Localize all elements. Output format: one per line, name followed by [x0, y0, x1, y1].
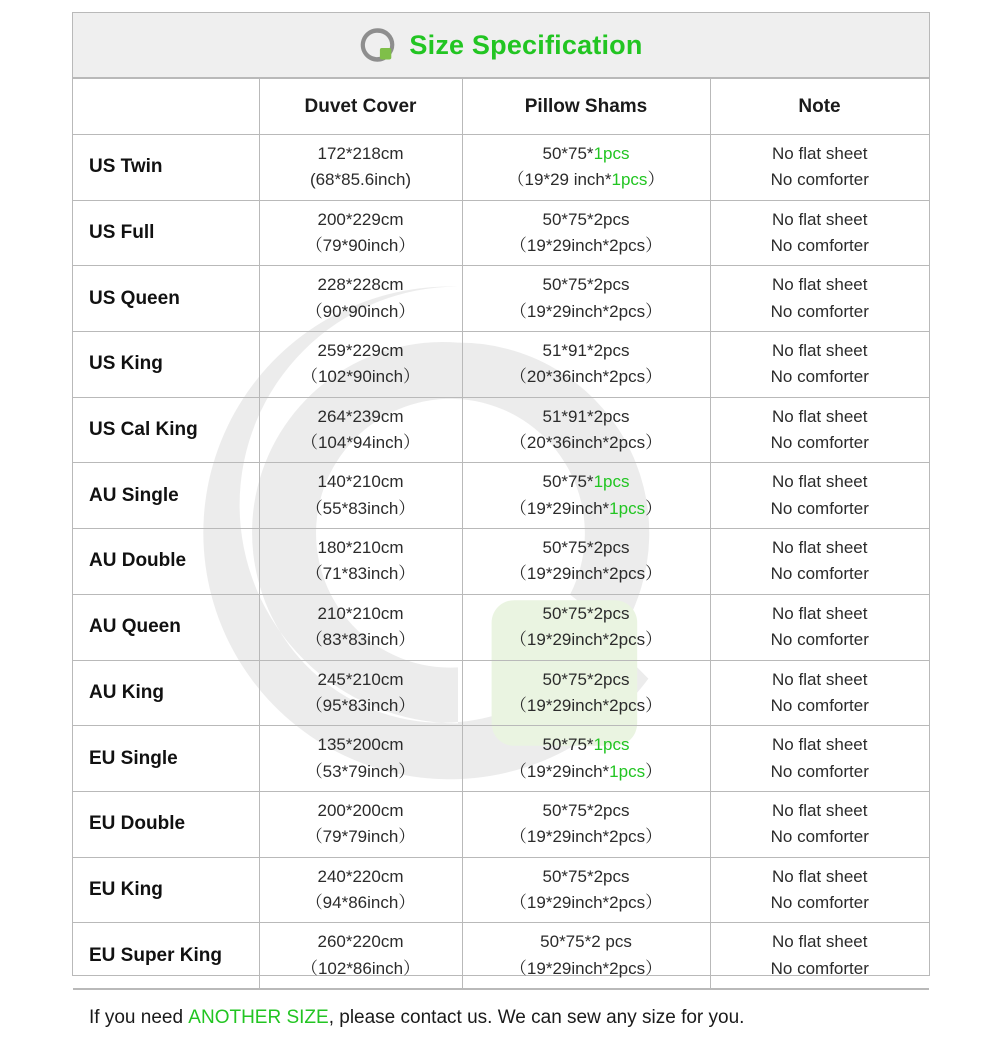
cell-pillow-shams [462, 857, 710, 923]
table-row [73, 857, 929, 923]
duvet-metric: 210*210cm [317, 603, 404, 623]
sham-imperial-count: 1pcs [611, 170, 648, 190]
sham-metric-count: 1pcs [593, 144, 630, 163]
column-header-pillow-shams: Pillow Shams [462, 79, 710, 135]
cell-pillow-shams [462, 463, 710, 529]
sham-metric-pre: 50*75* [542, 144, 594, 163]
note-line-1: No flat sheet [772, 472, 868, 492]
note-line-1: No flat sheet [772, 603, 868, 623]
cell-pillow-shams [462, 791, 710, 857]
cell-pillow-shams [462, 135, 710, 201]
cell-note [710, 791, 929, 857]
sham-imperial-count: 1pcs [609, 761, 646, 781]
sham-metric [467, 601, 706, 627]
sham-metric-pre: 50*75* [542, 735, 594, 755]
cell-duvet-cover [259, 857, 462, 923]
cell-note [710, 923, 929, 989]
duvet-imperial: （55*83inch） [305, 498, 416, 518]
cell-duvet-cover [259, 463, 462, 529]
sham-imperial-pre: （19*29inch* [509, 498, 610, 518]
sham-imperial-pre: （19*29 inch* [507, 170, 612, 190]
note-line-2: No comforter [770, 630, 869, 650]
note-line-2: No comforter [770, 827, 869, 847]
sham-imperial [467, 496, 706, 522]
table-row [73, 397, 929, 463]
table-row [73, 923, 929, 989]
table-row [73, 660, 929, 726]
sham-metric-pre: 51*91*2pcs [542, 341, 630, 361]
column-header-note: Note [710, 79, 929, 135]
sham-imperial [467, 364, 706, 390]
duvet-metric: 135*200cm [317, 735, 404, 755]
cell-duvet-cover [259, 791, 462, 857]
duvet-imperial: （90*90inch） [305, 301, 416, 321]
duvet-imperial: （79*90inch） [305, 236, 416, 256]
duvet-metric: 172*218cm [317, 144, 404, 163]
duvet-metric: 140*210cm [317, 472, 404, 492]
sham-metric [467, 535, 706, 561]
sham-imperial [467, 824, 706, 850]
duvet-imperial: （94*86inch） [305, 892, 416, 912]
cell-note [710, 660, 929, 726]
row-label: AU Double [73, 529, 259, 595]
sham-imperial-pre: （19*29inch*2pcs） [509, 564, 663, 584]
cell-note [710, 726, 929, 792]
row-label: US Queen [73, 266, 259, 332]
note-line-1: No flat sheet [772, 800, 868, 820]
note-line-2: No comforter [770, 564, 869, 584]
cell-note [710, 332, 929, 398]
size-specification-table [73, 78, 930, 989]
sham-imperial-pre: （20*36inch*2pcs） [509, 433, 663, 453]
cell-note [710, 200, 929, 266]
sham-imperial [467, 233, 706, 259]
note-line-1: No flat sheet [772, 209, 868, 229]
note-line-1: No flat sheet [772, 406, 868, 426]
sham-metric-pre: 50*75*2pcs [542, 538, 630, 558]
note-line-1: No flat sheet [772, 866, 868, 886]
cell-pillow-shams [462, 529, 710, 595]
duvet-imperial: （71*83inch） [305, 564, 416, 584]
sham-metric [467, 667, 706, 693]
sham-imperial [467, 167, 706, 193]
duvet-metric: 200*200cm [317, 800, 404, 820]
cell-duvet-cover [259, 200, 462, 266]
sham-metric [467, 404, 706, 430]
sham-metric-count: 1pcs [593, 735, 630, 755]
sham-metric-pre: 50*75*2pcs [542, 275, 630, 295]
sham-metric-pre: 50*75*2pcs [542, 209, 630, 229]
note-line-2: No comforter [770, 958, 869, 978]
duvet-imperial: （95*83inch） [305, 695, 416, 715]
sham-imperial [467, 956, 706, 982]
cell-pillow-shams [462, 594, 710, 660]
duvet-imperial: （102*86inch） [300, 958, 421, 978]
spec-card [72, 12, 930, 1029]
sham-metric-pre: 50*75* [542, 472, 594, 492]
table-row [73, 200, 929, 266]
note-line-2: No comforter [770, 761, 869, 781]
note-line-2: No comforter [770, 892, 869, 912]
sham-metric-pre: 50*75*2 pcs [540, 932, 632, 952]
cell-duvet-cover [259, 397, 462, 463]
cell-duvet-cover [259, 135, 462, 201]
cell-note [710, 135, 929, 201]
sham-imperial-pre: （19*29inch*2pcs） [509, 695, 663, 715]
sham-metric [467, 864, 706, 890]
duvet-imperial: （79*79inch） [305, 827, 416, 847]
note-line-2: No comforter [770, 367, 869, 387]
cell-note [710, 857, 929, 923]
cell-pillow-shams [462, 266, 710, 332]
row-label: EU King [73, 857, 259, 923]
footer-highlight: ANOTHER SIZE [188, 1007, 329, 1029]
duvet-metric: 245*210cm [317, 669, 404, 689]
sham-metric-pre: 50*75*2pcs [542, 800, 630, 820]
note-line-2: No comforter [770, 236, 869, 256]
sham-metric-pre: 51*91*2pcs [542, 406, 630, 426]
sham-imperial-pre: （19*29inch*2pcs） [509, 827, 663, 847]
cell-pillow-shams [462, 923, 710, 989]
table-row [73, 594, 929, 660]
table-row [73, 463, 929, 529]
table-row [73, 266, 929, 332]
duvet-metric: 260*220cm [317, 932, 404, 952]
sham-imperial-post: ） [647, 170, 665, 190]
note-line-1: No flat sheet [772, 932, 868, 952]
column-header-blank [73, 79, 259, 135]
cell-pillow-shams [462, 660, 710, 726]
duvet-imperial: （102*90inch） [300, 367, 421, 387]
sham-metric [467, 469, 706, 495]
sham-imperial-pre: （19*29inch*2pcs） [509, 236, 663, 256]
sham-imperial [467, 759, 706, 785]
sham-metric-pre: 50*75*2pcs [542, 603, 630, 623]
sham-metric [467, 732, 706, 758]
footer-text-post: , please contact us. We can sew any size for you. [328, 1007, 745, 1029]
footer-text-pre: If you need [89, 1007, 189, 1029]
table-row [73, 529, 929, 595]
row-label: EU Double [73, 791, 259, 857]
cell-duvet-cover [259, 332, 462, 398]
row-label: AU King [73, 660, 259, 726]
row-label: EU Single [73, 726, 259, 792]
note-line-2: No comforter [770, 170, 869, 190]
note-line-1: No flat sheet [772, 275, 868, 295]
duvet-metric: 200*229cm [317, 209, 404, 229]
row-label: AU Queen [73, 594, 259, 660]
note-line-1: No flat sheet [772, 669, 868, 689]
table-row [73, 726, 929, 792]
brand-logo-icon [359, 26, 397, 64]
sham-imperial-post: ） [645, 498, 663, 518]
sham-imperial-pre: （19*29inch* [509, 761, 610, 781]
cell-note [710, 397, 929, 463]
sham-metric [467, 207, 706, 233]
table-row [73, 135, 929, 201]
sham-imperial [467, 890, 706, 916]
cell-duvet-cover [259, 923, 462, 989]
row-label: US Twin [73, 135, 259, 201]
sham-imperial [467, 627, 706, 653]
cell-pillow-shams [462, 200, 710, 266]
card-header [73, 13, 929, 78]
sham-imperial [467, 299, 706, 325]
row-label: US Full [73, 200, 259, 266]
row-label: AU Single [73, 463, 259, 529]
cell-note [710, 594, 929, 660]
sham-metric [467, 929, 706, 955]
cell-duvet-cover [259, 594, 462, 660]
sham-metric [467, 272, 706, 298]
row-label: EU Super King [73, 923, 259, 989]
duvet-metric: 228*228cm [317, 275, 404, 295]
cell-pillow-shams [462, 397, 710, 463]
table-row [73, 332, 929, 398]
note-line-1: No flat sheet [772, 341, 868, 361]
row-label: US King [73, 332, 259, 398]
cell-note [710, 529, 929, 595]
cell-pillow-shams [462, 726, 710, 792]
sham-metric [467, 141, 706, 167]
duvet-metric: 180*210cm [317, 538, 404, 558]
page-title: Size Specification [409, 29, 643, 60]
row-label: US Cal King [73, 397, 259, 463]
sham-imperial [467, 430, 706, 456]
cell-duvet-cover [259, 266, 462, 332]
duvet-imperial: （83*83inch） [305, 630, 416, 650]
sham-metric-pre: 50*75*2pcs [542, 669, 630, 689]
table-row [73, 791, 929, 857]
cell-duvet-cover [259, 660, 462, 726]
sham-imperial [467, 561, 706, 587]
duvet-imperial: (68*85.6inch) [309, 170, 412, 190]
sham-imperial-pre: （19*29inch*2pcs） [509, 958, 663, 978]
note-line-1: No flat sheet [772, 144, 868, 163]
sham-metric-pre: 50*75*2pcs [542, 866, 630, 886]
sham-metric [467, 338, 706, 364]
table-header-row [73, 79, 929, 135]
sham-metric-count: 1pcs [593, 472, 630, 492]
column-header-duvet-cover: Duvet Cover [259, 79, 462, 135]
note-line-2: No comforter [770, 301, 869, 321]
sham-imperial-pre: （19*29inch*2pcs） [509, 301, 663, 321]
duvet-imperial: （53*79inch） [305, 761, 416, 781]
duvet-metric: 264*239cm [317, 406, 404, 426]
note-line-1: No flat sheet [772, 538, 868, 558]
sham-imperial-pre: （19*29inch*2pcs） [509, 892, 663, 912]
footer-note [73, 989, 929, 1047]
note-line-1: No flat sheet [772, 735, 868, 755]
duvet-metric: 240*220cm [317, 866, 404, 886]
cell-note [710, 463, 929, 529]
sham-imperial-post: ） [645, 761, 663, 781]
sham-metric [467, 798, 706, 824]
cell-pillow-shams [462, 332, 710, 398]
duvet-imperial: （104*94inch） [300, 433, 421, 453]
note-line-2: No comforter [770, 695, 869, 715]
note-line-2: No comforter [770, 498, 869, 518]
header-inner [359, 26, 642, 64]
cell-duvet-cover [259, 726, 462, 792]
cell-duvet-cover [259, 529, 462, 595]
cell-note [710, 266, 929, 332]
sham-imperial-pre: （19*29inch*2pcs） [509, 630, 663, 650]
duvet-metric: 259*229cm [317, 341, 404, 361]
sham-imperial-pre: （20*36inch*2pcs） [509, 367, 663, 387]
sham-imperial [467, 693, 706, 719]
sham-imperial-count: 1pcs [609, 498, 646, 518]
note-line-2: No comforter [770, 433, 869, 453]
